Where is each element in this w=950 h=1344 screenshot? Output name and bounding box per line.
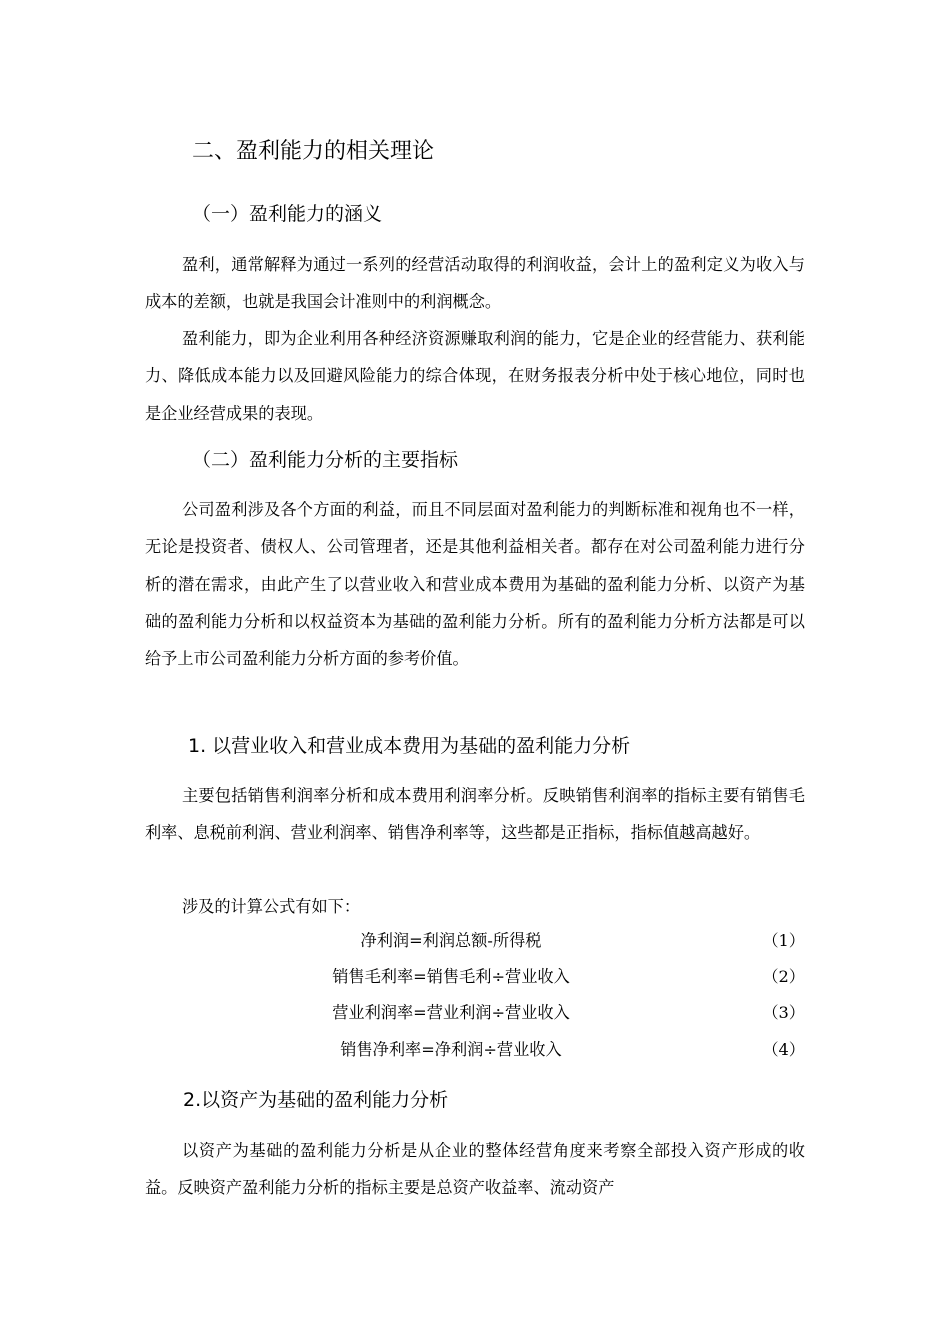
paragraph-profitability-definition: 盈利能力，即为企业利用各种经济资源赚取利润的能力，它是企业的经营能力、获利能力、降低成本能力以及回避风险能力的综合体现，在财务报表分析中处于核心地位，同时也是企业经营成果的表现。 <box>145 329 805 423</box>
subsection-title-indicators: （二）盈利能力分析的主要指标 <box>192 449 459 471</box>
formula-row <box>145 1032 805 1068</box>
formula-text: 销售净利率=净利润÷营业收入 <box>340 1040 562 1059</box>
formula-number: （1） <box>762 931 805 950</box>
item-title-asset-based: 2.以资产为基础的盈利能力分析 <box>183 1089 449 1111</box>
formula-number: （4） <box>762 1040 805 1059</box>
formula-row <box>145 959 805 995</box>
paragraph-profit-definition: 盈利，通常解释为通过一系列的经营活动取得的利润收益，会计上的盈利定义为收入与成本的差额，也就是我国会计准则中的利润概念。 <box>145 255 805 312</box>
formula-number: （2） <box>762 967 805 986</box>
formula-row <box>145 995 805 1031</box>
formula-text: 销售毛利率=销售毛利÷营业收入 <box>332 967 570 986</box>
formula-row <box>145 923 805 959</box>
formula-intro: 涉及的计算公式有如下： <box>182 897 361 916</box>
paragraph-asset-based: 以资产为基础的盈利能力分析是从企业的整体经营角度来考察全部投入资产形成的收益。反映资产盈利能力分析的指标主要是总资产收益率、流动资产 <box>145 1141 805 1198</box>
paragraph-indicators-overview: 公司盈利涉及各个方面的利益，而且不同层面对盈利能力的判断标准和视角也不一样，无论是投资者、债权人、公司管理者，还是其他利益相关者。都存在对公司盈利能力进行分析的潜在需求，由此产生了以营业收入和营业成本费用为基础的盈利能力分析、以资产为基础的盈利能力分析和以权益资本为基础的盈利能力分析。所有的盈利能力分析方法都是可以给予上市公司盈利能力分析方面的参考价值。 <box>145 500 805 669</box>
formula-text: 净利润=利润总额-所得税 <box>360 931 542 950</box>
item-title-revenue-based: 1. 以营业收入和营业成本费用为基础的盈利能力分析 <box>188 735 631 757</box>
subsection-title-meaning: （一）盈利能力的涵义 <box>192 203 383 225</box>
paragraph-revenue-based: 主要包括销售利润率分析和成本费用利润率分析。反映销售利润率的指标主要有销售毛利率、息税前利润、营业利润率、销售净利率等，这些都是正指标，指标值越高越好。 <box>145 786 805 843</box>
section-title: 二、盈利能力的相关理论 <box>192 139 435 164</box>
formula-number: （3） <box>762 1003 805 1022</box>
formula-text: 营业利润率=营业利润÷营业收入 <box>332 1003 570 1022</box>
